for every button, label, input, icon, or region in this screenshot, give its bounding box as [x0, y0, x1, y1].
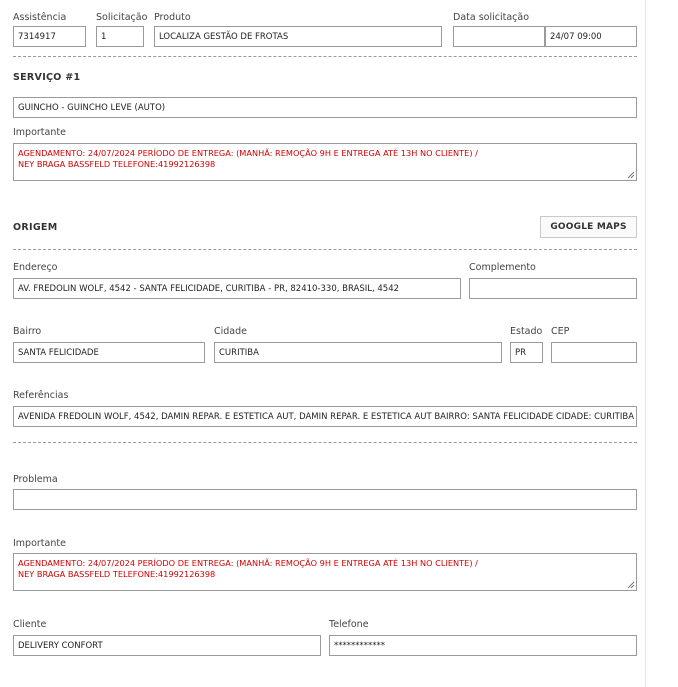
referencias-field[interactable]: AVENIDA FREDOLIN WOLF, 4542, DAMIN REPAR. E ESTETICA AUT, DAMIN REPAR. E ESTETICA AUT BAIRRO: SANTA FELICIDADE CIDADE: CURITIBA [13, 406, 637, 427]
endereco-label: Endereço [13, 262, 58, 273]
produto-field[interactable]: LOCALIZA GESTÃO DE FROTAS [154, 26, 442, 47]
origin-title: ORIGEM [13, 222, 58, 233]
problema-label: Problema [13, 474, 58, 485]
google-maps-button[interactable]: GOOGLE MAPS [540, 216, 637, 238]
service-importante-label: Importante [13, 127, 66, 138]
cep-field[interactable] [551, 342, 637, 363]
estado-field[interactable]: PR [510, 342, 543, 363]
service-importante-textarea[interactable] [13, 143, 637, 181]
cidade-label: Cidade [214, 326, 247, 337]
produto-label: Produto [154, 12, 191, 23]
solicitacao-label: Solicitação [96, 12, 148, 23]
service-type-field[interactable]: GUINCHO - GUINCHO LEVE (AUTO) [13, 97, 637, 118]
complemento-field[interactable] [469, 278, 637, 299]
bairro-field[interactable]: SANTA FELICIDADE [13, 342, 205, 363]
bairro-label: Bairro [13, 326, 42, 337]
details-importante-textarea[interactable] [13, 553, 637, 591]
service-importante-text: AGENDAMENTO: 24/07/2024 PERÍODO DE ENTREGA: (MANHÃ: REMOÇÃO 9H E ENTREGA ATÉ 13H NO CLIENTE) / NEY BRAGA BASSFELD TELEFONE:41992126398 [18, 148, 478, 169]
cliente-label: Cliente [13, 619, 47, 630]
cidade-field[interactable]: CURITIBA [214, 342, 502, 363]
referencias-label: Referências [13, 390, 69, 401]
problema-field[interactable] [13, 489, 637, 510]
assistencia-field[interactable]: 7314917 [13, 26, 86, 47]
details-importante-label: Importante [13, 538, 66, 549]
resize-grip-icon[interactable] [627, 171, 635, 179]
assistencia-label: Assistência [13, 12, 67, 23]
endereco-field[interactable]: AV. FREDOLIN WOLF, 4542 - SANTA FELICIDADE, CURITIBA - PR, 82410-330, BRASIL, 4542 [13, 278, 461, 299]
telefone-label: Telefone [329, 619, 369, 630]
complemento-label: Complemento [469, 262, 536, 273]
estado-label: Estado [510, 326, 543, 337]
service-title: SERVIÇO #1 [13, 72, 81, 83]
solicitacao-field[interactable]: 1 [96, 26, 144, 47]
data-solicitacao-date-field[interactable] [453, 26, 545, 47]
cep-label: CEP [551, 326, 570, 337]
cliente-field[interactable]: DELIVERY CONFORT [13, 635, 321, 656]
data-solicitacao-time-field[interactable]: 24/07 09:00 [545, 26, 637, 47]
divider [13, 442, 637, 443]
divider [13, 249, 637, 250]
data-solicitacao-label: Data solicitação [453, 12, 530, 23]
details-importante-text: AGENDAMENTO: 24/07/2024 PERÍODO DE ENTREGA: (MANHÃ: REMOÇÃO 9H E ENTREGA ATÉ 13H NO CLIENTE) / NEY BRAGA BASSFELD TELEFONE:41992126398 [18, 558, 478, 579]
resize-grip-icon[interactable] [627, 581, 635, 589]
divider [13, 56, 637, 57]
telefone-field[interactable]: ************ [329, 635, 637, 656]
